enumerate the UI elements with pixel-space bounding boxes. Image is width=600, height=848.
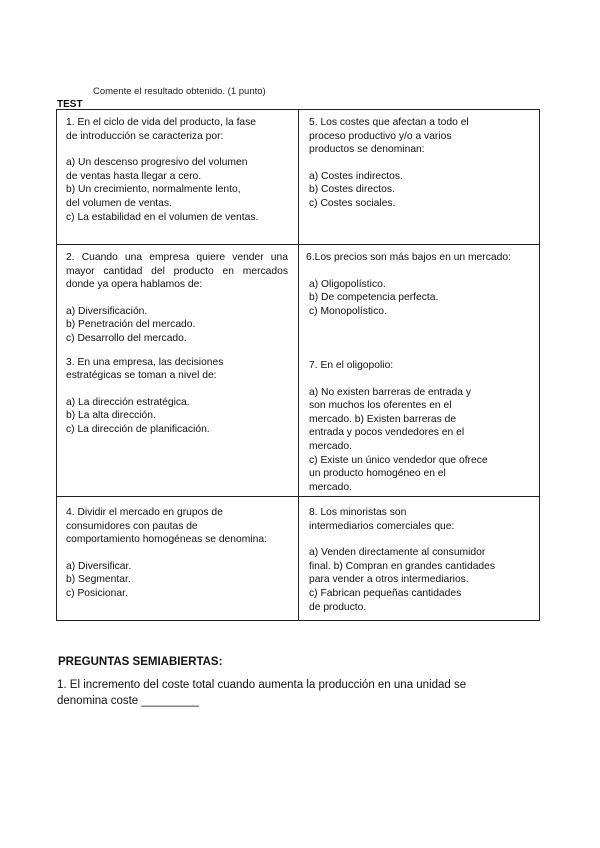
question-2 [66, 251, 288, 437]
question-8-options: a) Venden directamente al consumidor final. b) Compran en grandes cantidades para vender a otros intermediarios. c) Fabrican pequeñas cantidades de producto. [309, 547, 496, 613]
question-8 [309, 506, 537, 614]
grid-divider-vertical [298, 110, 299, 620]
test-grid [56, 109, 540, 621]
question-5-stem: 5. Los costes que afectan a todo el proceso productivo y/o a varios productos se denominan: [309, 117, 469, 156]
semiopen-question-1: 1. El incremento del coste total cuando aumenta la producción en una unidad se denomina coste _________ [57, 679, 467, 707]
question-7-stem: 7. En el oligopolio: [309, 360, 394, 371]
question-7 [309, 359, 534, 494]
grid-divider-row1 [57, 244, 539, 245]
question-5-options: a) Costes indirectos. b) Costes directos. c) Costes sociales. [309, 170, 403, 209]
grid-divider-row2 [57, 496, 539, 497]
question-3-options: a) La dirección estratégica. b) La alta dirección. c) La dirección de planificación. [66, 396, 210, 435]
question-7-options: a) No existen barreras de entrada y son muchos los oferentes en el mercado. b) Existen barreras de entrada y pocos vendedores en el mercado. c) Existe un único vendedor que ofrece un producto homogéneo en el mercado. [309, 386, 488, 493]
question-8-stem: 8. Los minoristas son intermediarios comerciales que: [309, 507, 455, 532]
instruction-note: Comente el resultado obtenido. (1 punto) [93, 86, 266, 97]
question-6-options: a) Oligopolístico. b) De competencia perfecta. c) Monopolístico. [309, 278, 439, 317]
question-1-stem: 1. En el ciclo de vida del producto, la fase de introducción se caracteriza por: [66, 117, 257, 142]
question-4 [66, 506, 294, 601]
question-4-options: a) Diversificar. b) Segmentar. c) Posicionar. [66, 560, 132, 599]
question-5 [309, 116, 534, 211]
question-1 [66, 116, 291, 224]
question-3-stem: 3. En una empresa, las decisiones estratégicas se toman a nivel de: [66, 356, 224, 382]
test-label: TEST [57, 99, 83, 110]
question-6-stem: 6.Los precios son más bajos en un mercado: [306, 252, 511, 263]
section-title-semiabiertas: PREGUNTAS SEMIABIERTAS: [58, 656, 223, 668]
question-2-stem: 2. Cuando una empresa quiere vender una mayor cantidad del producto en mercados donde ya opera hablamos de: [66, 252, 288, 291]
question-1-options: a) Un descenso progresivo del volumen de ventas hasta llegar a cero. b) Un crecimiento, normalmente lento, del volumen de ventas. c) La estabilidad en el volumen de ventas. [66, 157, 259, 223]
question-4-stem: 4. Dividir el mercado en grupos de consumidores con pautas de comportamiento homogéneas se denomina: [66, 507, 267, 546]
question-2-options: a) Diversificación. b) Penetración del mercado. c) Desarrollo del mercado. [66, 305, 196, 344]
question-6 [306, 251, 538, 318]
